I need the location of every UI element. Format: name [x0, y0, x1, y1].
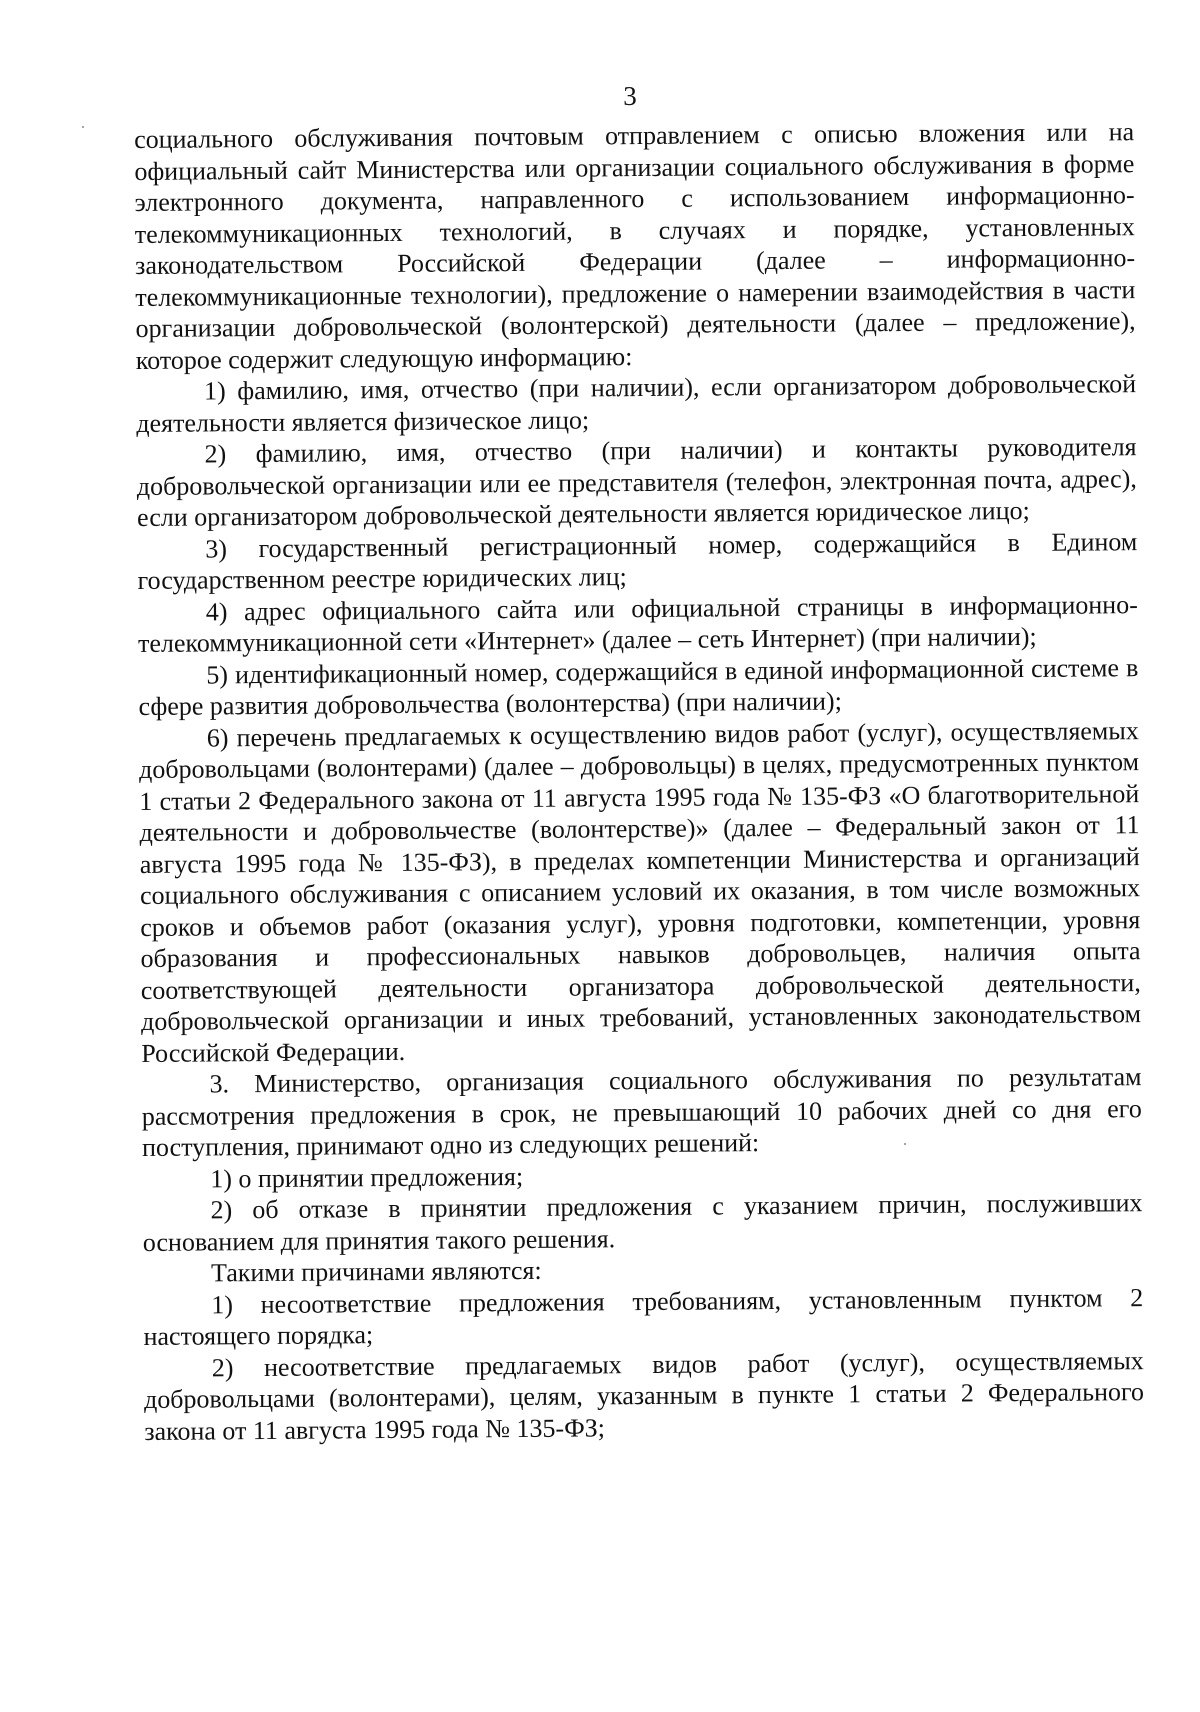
paragraph-intro: социального обслуживания почтовым отправлением с описью вложения или на официальный сайт Министерства или организации социального обслуживания в форме электронного документа, направленного с использованием информационно-телекоммуникационных технологий, в случаях и порядке, установленных законодательством Российской Федерации (далее – информационно-телекоммуникационные технологии), предложение о намерении взаимодействия в части организации добровольческой (волонтерской) деятельности (далее – предложение), которое содержит следующую информацию:: [134, 117, 1136, 375]
page-number: 3: [623, 81, 637, 111]
list-item-surname-individual: 1) фамилию, имя, отчество (при наличии), если организатором добровольческой деятельности является физическое лицо;: [136, 369, 1137, 438]
list-item-surname-legal-entity: 2) фамилию, имя, отчество (при наличии) и контакты руководителя добровольческой организации или ее представителя (телефон, электронная почта, адрес), если организатором добровольческой деятельности является юридическое лицо;: [136, 432, 1137, 532]
list-item-identification-number: 5) идентификационный номер, содержащийся в единой информационной системе в сфере развития добровольчества (волонтерства) (при наличии);: [138, 652, 1139, 721]
decision-item-accept: 1) о принятии предложения;: [210, 1161, 524, 1193]
list-item-registration-number: 3) государственный регистрационный номер, содержащийся в Едином государственном реестре юридических лиц;: [137, 526, 1138, 595]
reason-item-1: 1) несоответствие предложения требованиям, установленным пунктом 2 настоящего порядка;: [143, 1282, 1144, 1351]
document-body: [134, 116, 1144, 1447]
paragraph-reasons-heading: Такими причинами являются:: [210, 1255, 542, 1288]
list-item-work-types: 6) перечень предлагаемых к осуществлению видов работ (услуг), осуществляемых добровольцами (волонтерами) (далее – добровольцы) в целях, предусмотренных пунктом 1 статьи 2 Федерального закона от 11 августа 1995 года № 135-ФЗ «О благотворительной деятельности и добровольчестве (волонтерстве)» (далее – Федеральный закон от 11 августа 1995 года № 135-ФЗ), в пределах компетенции Министерства и организаций социального обслуживания с описанием условий их оказания, в том числе возможных сроков и объемов работ (оказания услуг), уровня подготовки, компетенции, уровня образования и профессиональных навыков добровольцев, наличия опыта соответствующей деятельности организатора добровольческой деятельности, добровольческой организации и иных требований, установленных законодательством Российской Федерации.: [138, 715, 1142, 1068]
paragraph-section-3: 3. Министерство, организация социального обслуживания по результатам рассмотрения предложения в срок, не превышающий 10 рабочих дней со дня его поступления, принимают одно из следующих решений:: [141, 1062, 1142, 1162]
reason-item-2: 2) несоответствие предлагаемых видов работ (услуг), осуществляемых добровольцами (волонтерами), целям, указанным в пункте 1 статьи 2 Федерального закона от 11 августа 1995 года № 135-ФЗ;: [143, 1345, 1145, 1446]
list-item-website-address: 4) адрес официального сайта или официальной страницы в информационно-телекоммуникационной сети «Интернет» (далее – сеть Интернет) (при наличии);: [137, 589, 1138, 658]
decision-item-reject: 2) об отказе в принятии предложения с указанием причин, послуживших основанием для принятия такого решения.: [142, 1188, 1143, 1257]
scan-speck: [82, 126, 84, 128]
